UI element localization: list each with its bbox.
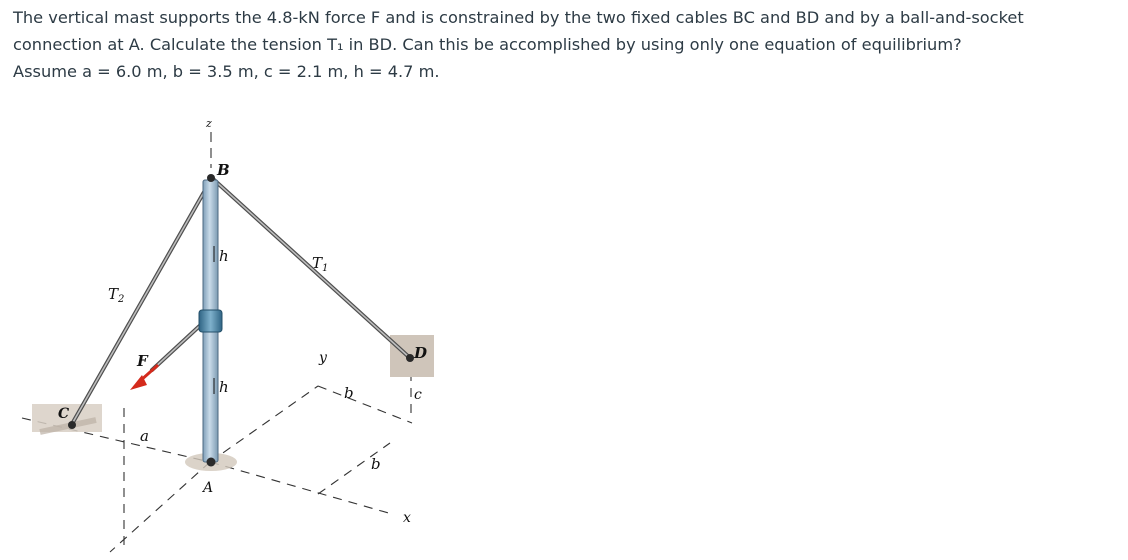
label-b-lower: b	[371, 455, 381, 473]
label-C: C	[58, 406, 70, 422]
label-y: y	[319, 350, 327, 366]
label-a: a	[140, 427, 149, 445]
label-F: F	[137, 352, 148, 370]
ball-socket-A	[207, 458, 216, 467]
problem-line-1: The vertical mast supports the 4.8-kN force F and is constrained by the two fixed cables BC and BD and by a ball-and-socket	[13, 8, 1024, 27]
y-axis-line	[210, 386, 318, 462]
top-joint-B	[207, 174, 215, 182]
x-axis-line	[210, 462, 392, 514]
label-T2	[108, 285, 124, 305]
label-A: A	[203, 480, 214, 496]
problem-line-2: connection at A. Calculate the tension T₁ in BD. Can this be accomplished by using only one equation of equilibrium?	[13, 35, 962, 54]
problem-line-3: Assume a = 6.0 m, b = 3.5 m, c = 2.1 m, h = 4.7 m.	[13, 62, 440, 81]
anchor-C	[68, 421, 76, 429]
label-T1-sub: 1	[322, 263, 329, 274]
label-h-lower: h	[219, 378, 229, 396]
label-B: B	[217, 161, 230, 179]
label-z: z	[206, 117, 212, 130]
anchor-D	[406, 354, 414, 362]
mast-collar	[199, 310, 222, 332]
label-h-upper: h	[219, 247, 229, 265]
label-T1	[312, 254, 328, 274]
label-T1-main: T	[312, 254, 323, 272]
label-b-upper: b	[344, 384, 354, 402]
a-to-corner-line	[110, 462, 210, 552]
label-x: x	[403, 510, 411, 526]
b-upper-line	[318, 386, 412, 423]
label-T2-sub: 2	[118, 294, 125, 305]
label-T2-main: T	[108, 285, 119, 303]
mast	[68, 174, 414, 467]
label-c: c	[414, 387, 422, 403]
label-D: D	[414, 344, 428, 362]
